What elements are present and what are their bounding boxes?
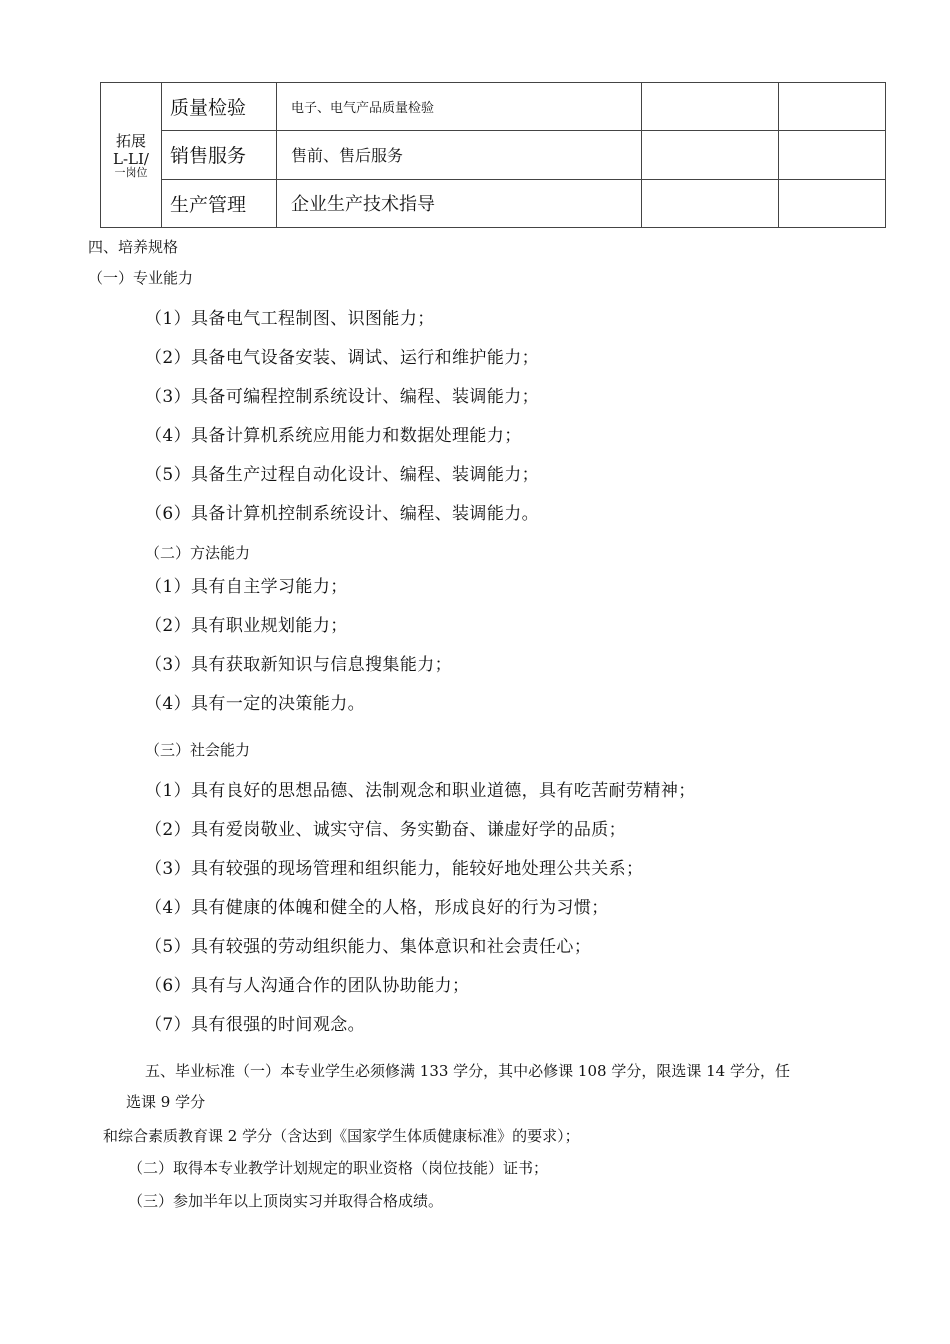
empty-cell xyxy=(642,83,779,131)
category-garbled: L-LI/ xyxy=(113,150,149,168)
role-cell: 质量检验 xyxy=(162,83,277,131)
table-row xyxy=(101,179,886,227)
subsection-title: （二）方法能力 xyxy=(145,544,251,562)
list-item: （5）具备生产过程自动化设计、编程、装调能力； xyxy=(145,465,540,485)
category-cell xyxy=(101,83,162,228)
empty-cell xyxy=(779,131,886,179)
category-sub: 一岗位 xyxy=(114,166,148,179)
list-item: （4）具备计算机系统应用能力和数据处理能力； xyxy=(145,426,522,446)
list-item: （3）具有较强的现场管理和组织能力，能较好地处理公共关系； xyxy=(145,859,644,879)
list-item: （1）具有良好的思想品德、法制观念和职业道德，具有吃苦耐劳精神； xyxy=(145,781,696,801)
list-item: （2）具有职业规划能力； xyxy=(145,616,348,636)
table-row xyxy=(101,131,886,179)
subsection-title: （一）专业能力 xyxy=(88,269,194,287)
job-table xyxy=(100,82,886,228)
list-item: （2）具备电气设备安装、调试、运行和维护能力； xyxy=(145,348,540,368)
role-cell: 销售服务 xyxy=(162,131,277,179)
list-item: （4）具有健康的体魄和健全的人格，形成良好的行为习惯； xyxy=(145,898,609,918)
section4-title: 四、培养规格 xyxy=(88,238,179,256)
list-item: （6）具备计算机控制系统设计、编程、装调能力。 xyxy=(145,504,540,524)
graduation-line: （三）参加半年以上顶岗实习并取得合格成绩。 xyxy=(128,1192,444,1210)
empty-cell xyxy=(779,179,886,227)
list-item: （7）具有很强的时间观念。 xyxy=(145,1015,366,1035)
list-item: （5）具有较强的劳动组织能力、集体意识和社会责任心； xyxy=(145,937,592,957)
category-main: 拓展 xyxy=(115,132,146,150)
list-item: （6）具有与人沟通合作的团队协助能力； xyxy=(145,976,470,996)
graduation-line: 选课 9 学分 xyxy=(126,1093,206,1111)
list-item: （1）具有自主学习能力； xyxy=(145,577,348,597)
empty-cell xyxy=(779,83,886,131)
list-item: （1）具备电气工程制图、识图能力； xyxy=(145,309,435,329)
list-item: （4）具有一定的决策能力。 xyxy=(145,694,366,714)
graduation-line: （二）取得本专业教学计划规定的职业资格（岗位技能）证书； xyxy=(128,1159,549,1177)
role-cell: 生产管理 xyxy=(162,179,277,227)
empty-cell xyxy=(642,179,779,227)
graduation-line: 和综合素质教育课 2 学分（含达到《国家学生体质健康标准》的要求）； xyxy=(103,1127,580,1145)
desc-cell: 电子、电气产品质量检验 xyxy=(277,83,642,131)
empty-cell xyxy=(642,131,779,179)
table-row xyxy=(101,83,886,131)
desc-cell: 企业生产技术指导 xyxy=(277,179,642,227)
desc-cell: 售前、售后服务 xyxy=(277,131,642,179)
list-item: （3）具备可编程控制系统设计、编程、装调能力； xyxy=(145,387,540,407)
list-item: （3）具有获取新知识与信息搜集能力； xyxy=(145,655,453,675)
graduation-line: 五、毕业标准（一）本专业学生必须修满 133 学分，其中必修课 108 学分，限选课 14 学分，任 xyxy=(145,1062,790,1080)
list-item: （2）具有爱岗敬业、诚实守信、务实勤奋、谦虚好学的品质； xyxy=(145,820,627,840)
subsection-title: （三）社会能力 xyxy=(145,741,251,759)
